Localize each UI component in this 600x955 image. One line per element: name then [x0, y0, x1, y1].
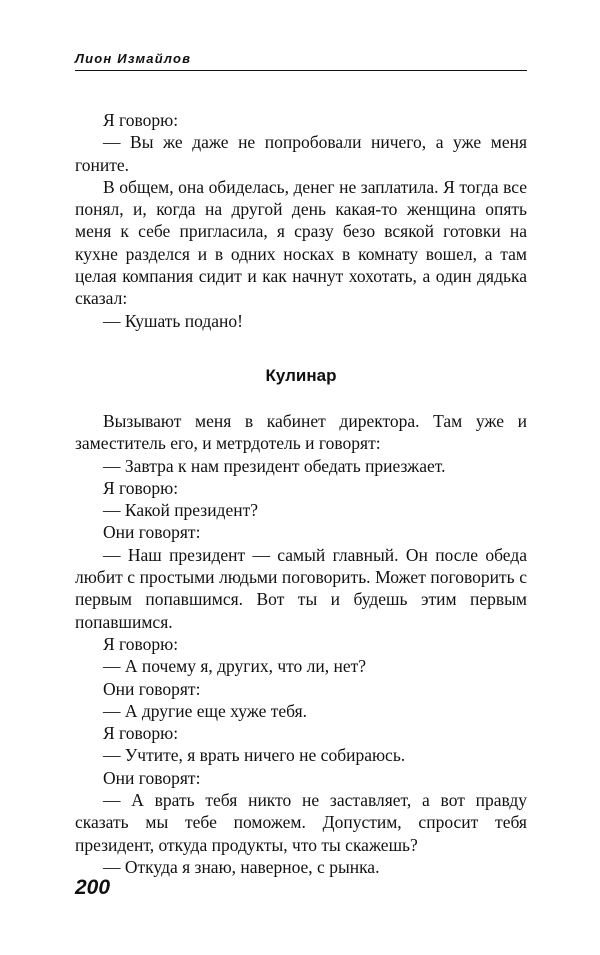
paragraph: — А другие еще хуже тебя. — [103, 700, 308, 721]
section-title: Кулинар — [265, 366, 337, 385]
page-number: 200 — [75, 876, 111, 899]
paragraph: — Вы же даже не попробовали ничего, а уже меня гоните. — [75, 132, 527, 175]
story-end-text — [75, 109, 527, 332]
paragraph: — А врать тебя никто не заставляет, а вот правду сказать мы тебе поможем. Допустим, спросит тебя президент, откуда продукты, что ты скажешь? — [75, 790, 527, 855]
paragraph: — Учтите, я врать ничего не собираюсь. — [103, 745, 406, 766]
running-head — [75, 48, 527, 71]
paragraph: Вызывают меня в кабинет директора. Там уже и заместитель его, и метрдотель и говорят: — [75, 411, 527, 454]
running-title: Лион Измайлов — [75, 51, 192, 66]
paragraph: Они говорят: — [103, 678, 201, 699]
paragraph: — Откуда я знаю, наверное, с рынка. — [103, 856, 380, 877]
paragraph: — А почему я, других, что ли, нет? — [103, 656, 367, 677]
paragraph: — Наш президент — самый главный. Он после обеда любит с простыми людьми поговорить. Может поговорить с первым попавшимся. Вот ты и будешь этим первым попавшимся. — [75, 544, 527, 632]
paragraph: Они говорят: — [103, 522, 201, 543]
paragraph: Они говорят: — [103, 767, 201, 788]
paragraph: В общем, она обиделась, денег не заплатила. Я тогда все понял, и, когда на другой день какая-то женщина опять меня к себе пригласила, я сразу безо всякой готовки на кухне разделся и в одних носках в комнату вошел, а там целая компания сидит и как начнут хохотать, а один дядька сказал: — [75, 176, 527, 309]
paragraph: — Кушать подано! — [103, 310, 243, 331]
section-text — [75, 410, 527, 878]
paragraph: Я говорю: — [103, 723, 179, 744]
paragraph: — Какой президент? — [103, 500, 259, 521]
paragraph: Я говорю: — [103, 477, 179, 498]
paragraph: Я говорю: — [103, 633, 179, 654]
paragraph: — Завтра к нам президент обедать приезжает. — [103, 455, 446, 476]
paragraph: Я говорю: — [103, 110, 179, 130]
